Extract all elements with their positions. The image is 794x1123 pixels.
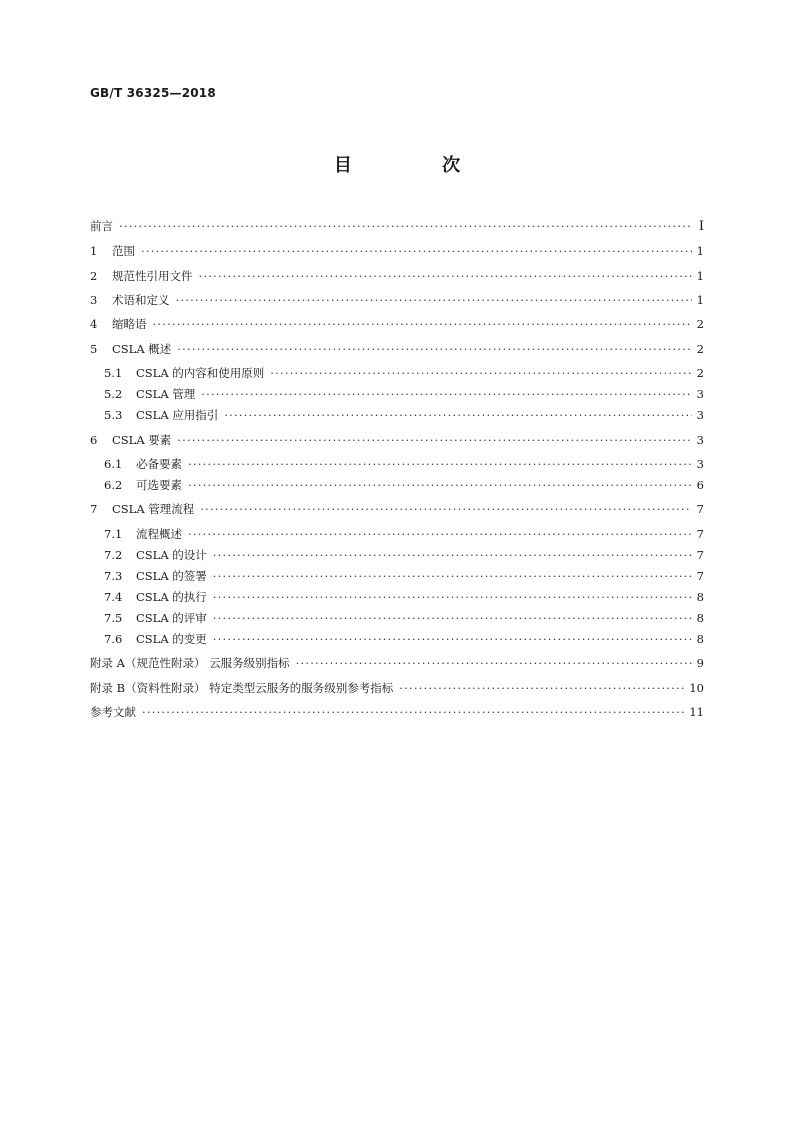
- toc-entry-label: 6.1 必备要素: [104, 457, 182, 471]
- toc-page-number: 3: [696, 433, 704, 447]
- toc-entry-6-1[interactable]: [104, 455, 704, 473]
- toc-leader-dots: [142, 703, 685, 721]
- toc-entry-references[interactable]: [90, 703, 704, 721]
- toc-page-number: 8: [696, 590, 704, 604]
- toc-leader-dots: [119, 217, 692, 235]
- standard-code: GB/T 36325—2018: [90, 86, 216, 100]
- toc-page-number: 1: [696, 293, 704, 307]
- toc-entry-7-6[interactable]: [104, 630, 704, 648]
- toc-entry-1[interactable]: [90, 242, 704, 260]
- toc-page-number: 8: [696, 632, 704, 646]
- toc-leader-dots: [270, 364, 692, 382]
- toc-entry-label: 4 缩略语: [90, 317, 147, 331]
- toc-leader-dots: [153, 315, 693, 333]
- toc-page-number: 2: [696, 317, 704, 331]
- toc-entry-label: 7.3 CSLA 的签署: [104, 569, 207, 583]
- toc-page-number: 3: [696, 408, 704, 422]
- toc-leader-dots: [213, 546, 692, 564]
- toc-page-number: 7: [696, 502, 704, 516]
- toc-entry-7[interactable]: [90, 500, 704, 518]
- toc-leader-dots: [188, 525, 692, 543]
- toc-page-number: 7: [696, 527, 704, 541]
- toc-entry-label: 7.1 流程概述: [104, 527, 182, 541]
- toc-entry-label: 7.2 CSLA 的设计: [104, 548, 207, 562]
- toc-entry-6-2[interactable]: [104, 476, 704, 494]
- toc-entry-label: 5.2 CSLA 管理: [104, 387, 196, 401]
- toc-entry-label: 前言: [90, 219, 113, 233]
- toc-page-number: 11: [689, 705, 704, 719]
- toc-page-number: 1: [696, 269, 704, 283]
- toc-entry-label: 7.5 CSLA 的评审: [104, 611, 207, 625]
- toc-entry-label: 7.4 CSLA 的执行: [104, 590, 207, 604]
- toc-leader-dots: [213, 609, 692, 627]
- toc-leader-dots: [201, 385, 692, 403]
- toc-leader-dots: [200, 500, 692, 518]
- toc-entry-6[interactable]: [90, 431, 704, 449]
- toc-entry-7-5[interactable]: [104, 609, 704, 627]
- toc-entry-7-2[interactable]: [104, 546, 704, 564]
- toc-page-number: 10: [689, 681, 704, 695]
- toc-leader-dots: [177, 431, 692, 449]
- toc-leader-dots: [177, 340, 692, 358]
- toc-entry-appendix-b[interactable]: [90, 679, 704, 697]
- toc-entry-7-4[interactable]: [104, 588, 704, 606]
- toc-page-number: 2: [696, 342, 704, 356]
- toc-leader-dots: [224, 406, 692, 424]
- toc-page-number: 9: [696, 656, 704, 670]
- toc-leader-dots: [213, 567, 692, 585]
- toc-entry-label: 参考文献: [90, 705, 136, 719]
- toc-entry-2[interactable]: [90, 267, 704, 285]
- toc-entry-label: 6 CSLA 要素: [90, 433, 172, 447]
- toc-leader-dots: [296, 654, 692, 672]
- toc-entry-label: 5.1 CSLA 的内容和使用原则: [104, 366, 265, 380]
- toc-entry-label: 5 CSLA 概述: [90, 342, 172, 356]
- toc-leader-dots: [188, 455, 692, 473]
- toc-page-number: 1: [696, 244, 704, 258]
- toc-entry-label: 6.2 可选要素: [104, 478, 182, 492]
- toc-entry-label: 1 范围: [90, 244, 135, 258]
- toc-page-number: 7: [696, 569, 704, 583]
- toc-leader-dots: [399, 679, 685, 697]
- toc-entry-label: 7.6 CSLA 的变更: [104, 632, 207, 646]
- toc-leader-dots: [213, 630, 692, 648]
- toc-entry-7-1[interactable]: [104, 525, 704, 543]
- toc-entry-label: 3 术语和定义: [90, 293, 170, 307]
- toc-entry-7-3[interactable]: [104, 567, 704, 585]
- toc-page-number: Ⅰ: [698, 219, 704, 234]
- toc-page-number: 7: [696, 548, 704, 562]
- toc-entry-3[interactable]: [90, 291, 704, 309]
- toc-page-number: 8: [696, 611, 704, 625]
- toc-entry-foreword[interactable]: [90, 217, 704, 235]
- toc-title: 目 次: [333, 155, 503, 176]
- toc-page-number: 3: [696, 387, 704, 401]
- toc-entry-label: 附录 B（资料性附录） 特定类型云服务的服务级别参考指标: [90, 681, 394, 695]
- toc-entry-5[interactable]: [90, 340, 704, 358]
- toc-entry-label: 7 CSLA 管理流程: [90, 502, 195, 516]
- toc-entry-4[interactable]: [90, 315, 704, 333]
- toc-entry-label: 附录 A（规范性附录） 云服务级别指标: [90, 656, 290, 670]
- toc-entry-5-3[interactable]: [104, 406, 704, 424]
- toc-page-number: 3: [696, 457, 704, 471]
- toc-entry-5-1[interactable]: [104, 364, 704, 382]
- toc-leader-dots: [176, 291, 693, 309]
- toc-entry-label: 2 规范性引用文件: [90, 269, 193, 283]
- toc-leader-dots: [199, 267, 693, 285]
- toc-entry-appendix-a[interactable]: [90, 654, 704, 672]
- toc-leader-dots: [213, 588, 692, 606]
- toc-leader-dots: [141, 242, 692, 260]
- toc-leader-dots: [188, 476, 692, 494]
- toc-page-number: 2: [696, 366, 704, 380]
- toc-entry-5-2[interactable]: [104, 385, 704, 403]
- toc-entry-label: 5.3 CSLA 应用指引: [104, 408, 219, 422]
- toc-page-number: 6: [696, 478, 704, 492]
